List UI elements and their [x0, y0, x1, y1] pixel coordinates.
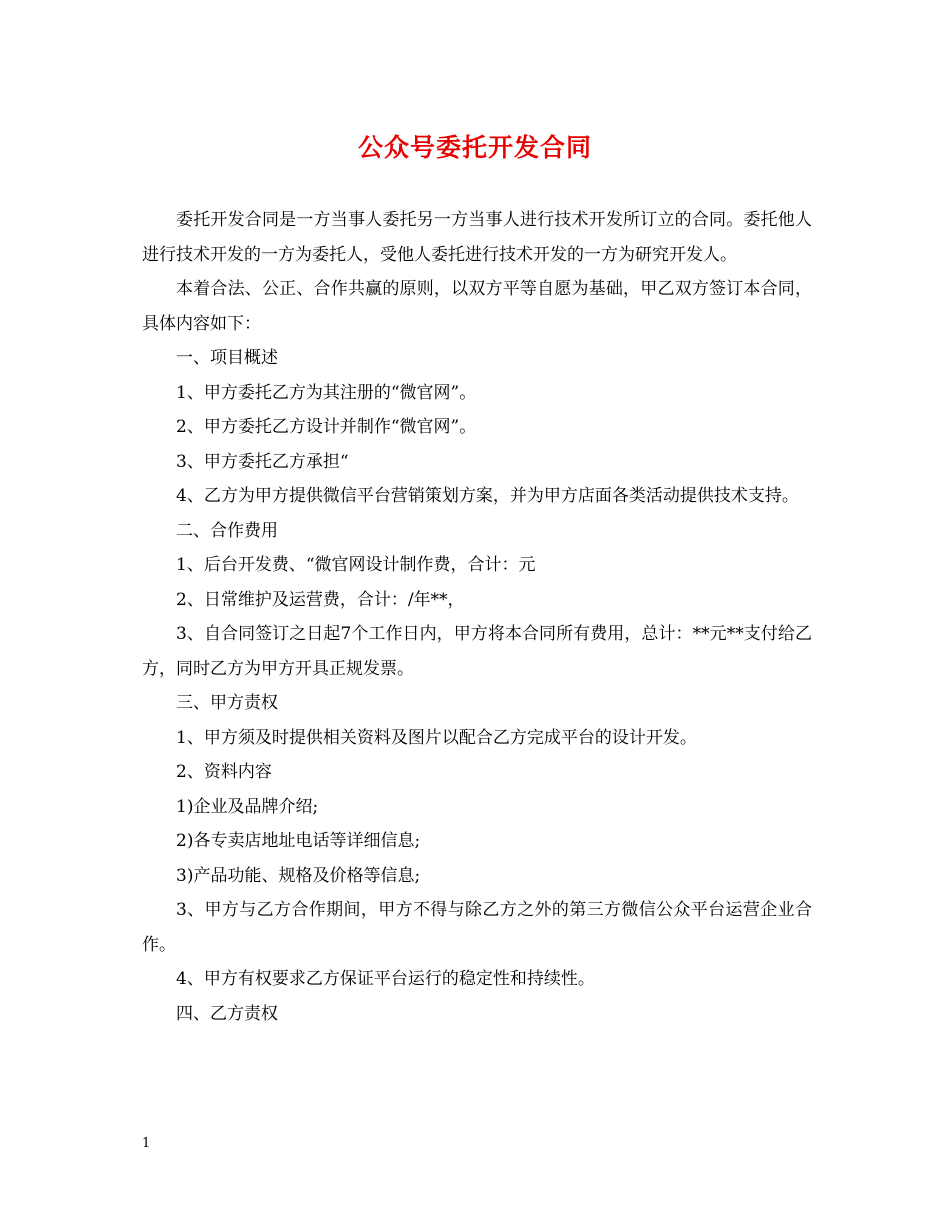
- section-heading: 二、合作费用: [176, 520, 278, 541]
- paragraph: 2、资料内容: [176, 762, 272, 782]
- paragraph: 本着合法、公正、合作共赢的原则，以双方平等自愿为基础，甲乙双方签订本合同，具体内容如下：: [142, 279, 812, 334]
- paragraph: 3、自合同签订之日起7个工作日内，甲方将本合同所有费用，总计：**元**支付给乙方，同时乙方为甲方开具正规发票。: [142, 624, 812, 679]
- document-body: [142, 203, 812, 1031]
- paragraph: 4、乙方为甲方提供微信平台营销策划方案，并为甲方店面各类活动提供技术支持。: [176, 486, 799, 506]
- paragraph: 1、甲方委托乙方为其注册的“微官网”。: [176, 382, 477, 403]
- paragraph: 3、甲方与乙方合作期间，甲方不得与除乙方之外的第三方微信公众平台运营企业合作。: [142, 900, 812, 955]
- paragraph: 委托开发合同是一方当事人委托另一方当事人进行技术开发所订立的合同。委托他人进行技术开发的一方为委托人，受他人委托进行技术开发的一方为研究开发人。: [142, 210, 812, 265]
- list-item: 1)企业及品牌介绍;: [176, 796, 319, 817]
- paragraph: 1、甲方须及时提供相关资料及图片以配合乙方完成平台的设计开发。: [176, 727, 697, 748]
- list-item: 3)产品功能、规格及价格等信息;: [176, 865, 421, 886]
- paragraph: 1、后台开发费、“微官网设计制作费，合计：元: [176, 555, 536, 575]
- section-heading: 三、甲方责权: [176, 693, 278, 713]
- list-item: 2)各专卖店地址电话等详细信息;: [176, 831, 421, 851]
- paragraph: 4、甲方有权要求乙方保证平台运行的稳定性和持续性。: [176, 969, 595, 989]
- document-title: 公众号委托开发合同: [357, 133, 592, 162]
- paragraph: 2、甲方委托乙方设计并制作“微官网”。: [176, 417, 477, 437]
- page-number: 1: [142, 1136, 151, 1151]
- section-heading: 四、乙方责权: [176, 1003, 278, 1024]
- paragraph: 3、甲方委托乙方承担“: [176, 451, 349, 472]
- paragraph: 2、日常维护及运营费，合计：/年**，: [176, 589, 465, 610]
- section-heading: 一、项目概述: [176, 348, 278, 368]
